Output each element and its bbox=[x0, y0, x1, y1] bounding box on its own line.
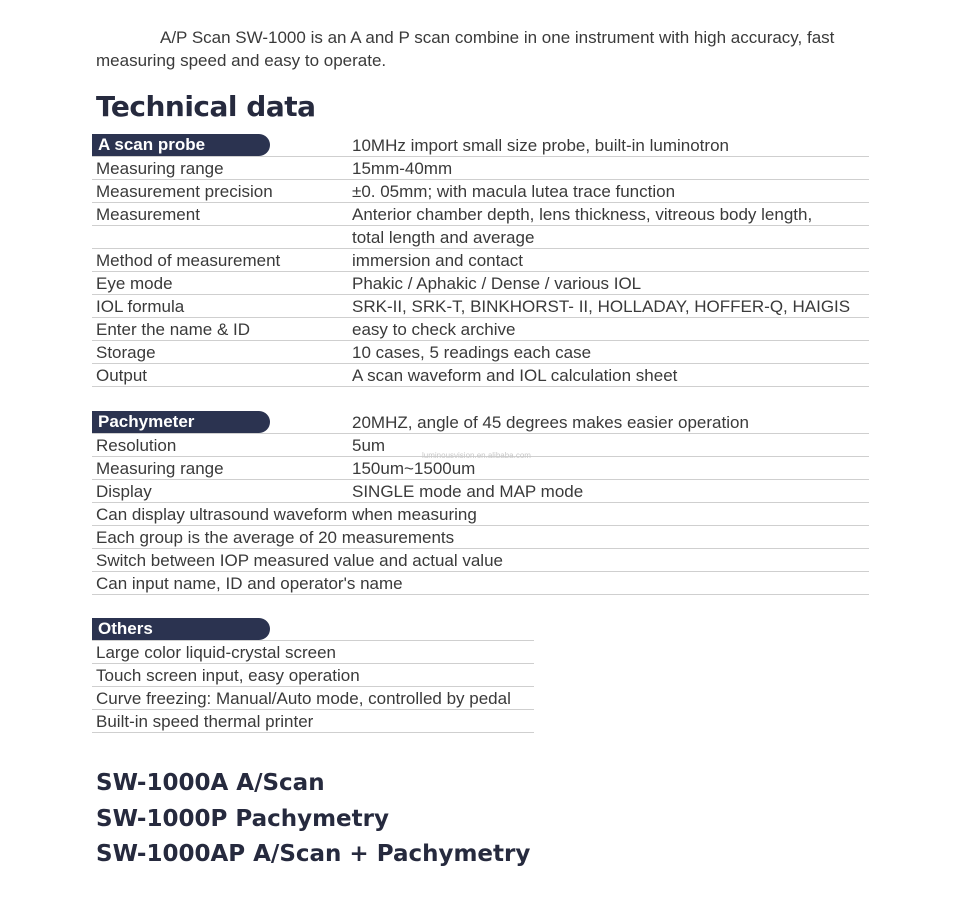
a-scan-table bbox=[92, 134, 869, 387]
model-name: SW-1000AP A/Scan + Pachymetry bbox=[96, 841, 531, 867]
a-scan-header-row bbox=[92, 134, 869, 157]
row-label: Eye mode bbox=[92, 272, 347, 295]
row-value: SRK-II, SRK-T, BINKHORST- II, HOLLADAY, HOFFER-Q, HAIGIS bbox=[347, 295, 869, 318]
list-item bbox=[92, 687, 534, 710]
table-row bbox=[92, 226, 869, 249]
watermark: luminousvision.en.alibaba.com bbox=[422, 451, 531, 460]
row-label: IOL formula bbox=[92, 295, 347, 318]
pachymeter-header-value: 20MHZ, angle of 45 degrees makes easier operation bbox=[347, 411, 869, 434]
note-row bbox=[92, 503, 869, 526]
row-value: immersion and contact bbox=[347, 249, 869, 272]
others-table bbox=[92, 618, 534, 733]
row-label: Output bbox=[92, 364, 347, 387]
table-row bbox=[92, 203, 869, 226]
row-label: Measurement bbox=[92, 203, 347, 226]
row-label: Storage bbox=[92, 341, 347, 364]
row-value: SINGLE mode and MAP mode bbox=[347, 480, 869, 503]
row-label: Method of measurement bbox=[92, 249, 347, 272]
pachymeter-table bbox=[92, 411, 869, 595]
row-value: total length and average bbox=[347, 226, 869, 249]
model-name: SW-1000A A/Scan bbox=[96, 770, 325, 796]
row-label: Measurement precision bbox=[92, 180, 347, 203]
row-label bbox=[92, 226, 347, 249]
row-label: Display bbox=[92, 480, 347, 503]
note-text: Can display ultrasound waveform when measuring bbox=[92, 503, 869, 526]
others-item: Curve freezing: Manual/Auto mode, controlled by pedal bbox=[92, 687, 534, 710]
model-list bbox=[96, 766, 530, 873]
others-item: Touch screen input, easy operation bbox=[92, 664, 534, 687]
row-value: ±0. 05mm; with macula lutea trace function bbox=[347, 180, 869, 203]
row-value: 10 cases, 5 readings each case bbox=[347, 341, 869, 364]
note-row bbox=[92, 549, 869, 572]
row-value: 15mm-40mm bbox=[347, 157, 869, 180]
section-title: Technical data bbox=[96, 90, 316, 123]
note-row bbox=[92, 572, 869, 595]
row-label: Enter the name & ID bbox=[92, 318, 347, 341]
a-scan-header-value: 10MHz import small size probe, built-in luminotron bbox=[347, 134, 869, 157]
row-value: Phakic / Aphakic / Dense / various IOL bbox=[347, 272, 869, 295]
note-row bbox=[92, 526, 869, 549]
row-value: A scan waveform and IOL calculation sheet bbox=[347, 364, 869, 387]
row-label: Measuring range bbox=[92, 457, 347, 480]
list-item bbox=[92, 710, 534, 733]
others-header-row bbox=[92, 618, 534, 641]
table-row bbox=[92, 249, 869, 272]
table-row bbox=[92, 180, 869, 203]
pachymeter-pill: Pachymeter bbox=[92, 411, 270, 433]
table-row bbox=[92, 272, 869, 295]
note-text: Can input name, ID and operator's name bbox=[92, 572, 869, 595]
note-text: Switch between IOP measured value and actual value bbox=[92, 549, 869, 572]
table-row bbox=[92, 364, 869, 387]
row-label: Measuring range bbox=[92, 157, 347, 180]
table-row bbox=[92, 341, 869, 364]
note-text: Each group is the average of 20 measurements bbox=[92, 526, 869, 549]
row-value: Anterior chamber depth, lens thickness, vitreous body length, bbox=[347, 203, 869, 226]
table-row bbox=[92, 480, 869, 503]
model-name: SW-1000P Pachymetry bbox=[96, 805, 389, 832]
others-item: Large color liquid-crystal screen bbox=[92, 641, 534, 664]
list-item bbox=[92, 641, 534, 664]
others-pill: Others bbox=[92, 618, 270, 640]
pachymeter-header-row bbox=[92, 411, 869, 434]
intro-paragraph: A/P Scan SW-1000 is an A and P scan combine in one instrument with high accuracy, fast measuring speed and easy to operate. bbox=[96, 28, 835, 70]
others-item: Built-in speed thermal printer bbox=[92, 710, 534, 733]
row-value: easy to check archive bbox=[347, 318, 869, 341]
table-row bbox=[92, 318, 869, 341]
row-value: 150um~1500um bbox=[347, 457, 869, 480]
table-row bbox=[92, 295, 869, 318]
row-label: Resolution bbox=[92, 434, 347, 457]
list-item bbox=[92, 664, 534, 687]
row-value: 5um bbox=[347, 434, 869, 457]
table-row bbox=[92, 157, 869, 180]
a-scan-pill: A scan probe bbox=[92, 134, 270, 156]
